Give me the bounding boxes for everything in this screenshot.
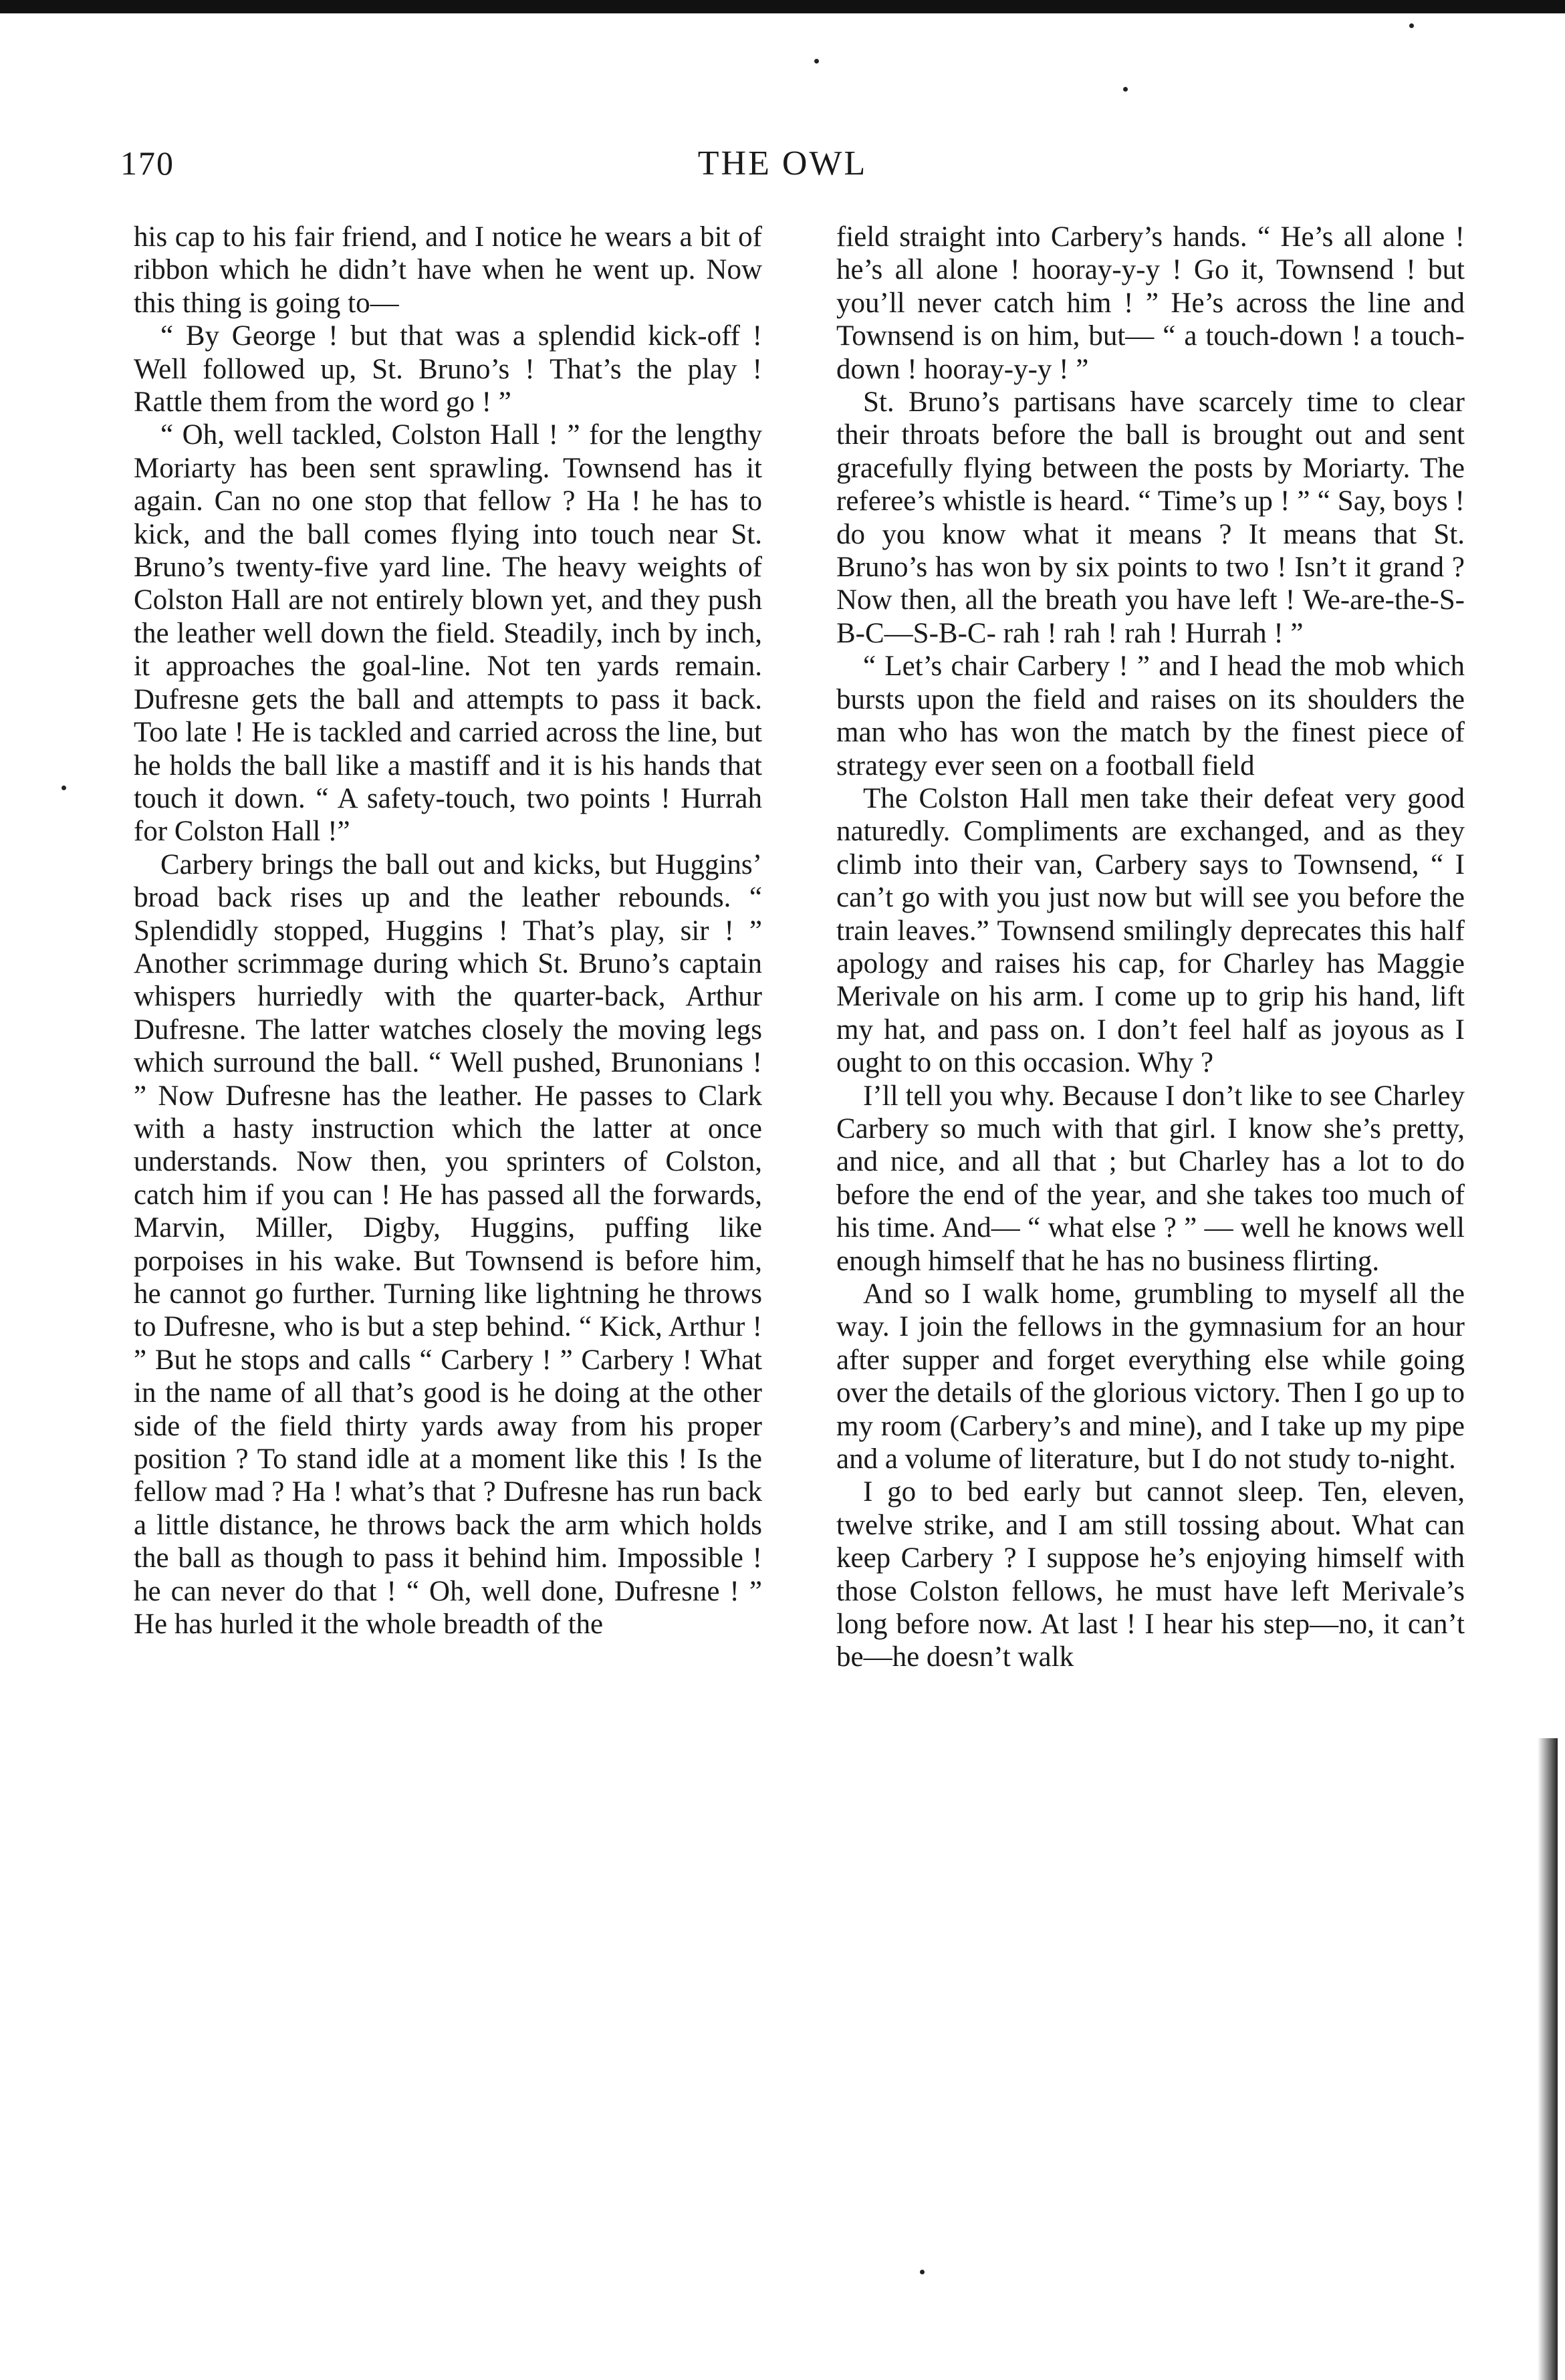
paragraph: Carbery brings the ball out and kicks, but Huggins’ broad back rises up and the leather rebounds. “ Splendidly stopped, Huggins ! That’s play, sir ! ” Another scrimmage during which St. Bruno’s captain whispers hurriedly with the quarter-back, Arthur Dufresne. The latter watches closely the moving legs which surround the ball. “ Well pushed, Brunonians ! ” Now Dufresne has the leather. He passes to Clark with a hasty instruction which the latter at once understands. Now then, you sprinters of Colston, catch him if you can ! He has passed all the forwards, Marvin, Miller, Digby, Huggins, puffing like porpoises in his wake. But Townsend is before him, he cannot go further. Turning like lightning he throws to Dufresne, who is but a step behind. “ Kick, Arthur ! ” But he stops and calls “ Carbery ! ” Carbery ! What in the name of all that’s good is he doing at the other side of the field thirty yards away from his proper position ? To stand idle at a moment like this ! Is the fellow mad ? Ha ! what’s that ? Dufresne has run back a little distance, he throws back the arm which holds the ball as though to pass it behind him. Impossible ! he can never do that ! “ Oh, well done, Dufresne ! ” He has hurled it the whole breadth of the [134,848,762,1641]
paragraph: “ By George ! but that was a splendid kick-off ! Well followed up, St. Bruno’s ! That’s the play ! Rattle them from the word go ! ” [134,320,762,419]
left-column [134,221,762,1641]
print-speck [920,2270,925,2274]
paragraph: I’ll tell you why. Because I don’t like to see Charley Carbery so much with that girl. I know she’s pretty, and nice, and all that ; but Charley has a lot to do before the end of the year, and she takes too much of his time. And— “ what else ? ” — well he knows well enough himself that he has no business flirting. [836,1080,1465,1277]
paragraph: his cap to his fair friend, and I notice he wears a bit of ribbon which he didn’t have when he went up. Now this thing is going to— [134,221,762,319]
page-number: 170 [120,144,174,182]
print-speck [814,59,819,64]
paragraph: St. Bruno’s partisans have scarcely time to clear their throats before the ball is brought out and sent gracefully flying between the posts by Moriarty. The referee’s whistle is heard. “ Time’s up ! ” “ Say, boys ! do you know what it means ? It means that St. Bruno’s has won by six points to two ! Isn’t it grand ? Now then, all the breath you have left ! We-are-the-S-B-C—S-B-C- rah ! rah ! rah ! Hurrah ! ” [836,386,1465,649]
paragraph: field straight into Carbery’s hands. “ He’s all alone ! he’s all alone ! hooray-y-y ! Go it, Townsend ! but you’ll never catch him ! ” He’s across the line and Townsend is on him, but— “ a touch-down ! a touch-down ! hooray-y-y ! ” [836,221,1465,385]
paragraph: “ Oh, well tackled, Colston Hall ! ” for the lengthy Moriarty has been sent sprawling. Townsend has it again. Can no one stop that fellow ? Ha ! he has to kick, and the ball comes flying into touch near St. Bruno’s twenty-five yard line. The heavy weights of Colston Hall are not entirely blown yet, and they push the leather well down the field. Steadily, inch by inch, it approaches the goal-line. Not ten yards remain. Dufresne gets the ball and attempts to pass it back. Too late ! He is tackled and carried across the line, but he holds the ball like a mastiff and it is his hands that touch it down. “ A safety-touch, two points ! Hurrah for Colston Hall !” [134,419,762,848]
top-border-rule [0,0,1565,13]
paragraph: I go to bed early but cannot sleep. Ten, eleven, twelve strike, and I am still tossing about. What can keep Carbery ? I suppose he’s enjoying himself with those Colston fellows, he must have left Merivale’s long before now. At last ! I hear his step—no, it can’t be—he doesn’t walk [836,1476,1465,1673]
print-speck [1409,23,1414,28]
paragraph: “ Let’s chair Carbery ! ” and I head the mob which bursts upon the field and raises on its shoulders the man who has won the match by the finest piece of strategy ever seen on a football field [836,650,1465,782]
page-header [0,144,1565,197]
print-speck [62,786,66,790]
paragraph: And so I walk home, grumbling to myself all the way. I join the fellows in the gymnasium for an hour after supper and forget everything else while going over the details of the glorious victory. Then I go up to my room (Carbery’s and mine), and I take up my pipe and a volume of literature, but I do not study to-night. [836,1278,1465,1475]
right-column [836,221,1465,1674]
paragraph: The Colston Hall men take their defeat very good naturedly. Compliments are exchanged, and as they climb into their van, Carbery says to Townsend, “ I can’t go with you just now but will see you before the train leaves.” Townsend smilingly deprecates this half apology and raises his cap, for Charley has Maggie Merivale on his arm. I come up to grip his hand, lift my hat, and pass on. I don’t feel half as joyous as I ought to on this occasion. Why ? [836,782,1465,1079]
scan-shadow-edge [1538,1738,1558,2380]
print-speck [1123,87,1128,92]
running-title: THE OWL [697,144,868,183]
